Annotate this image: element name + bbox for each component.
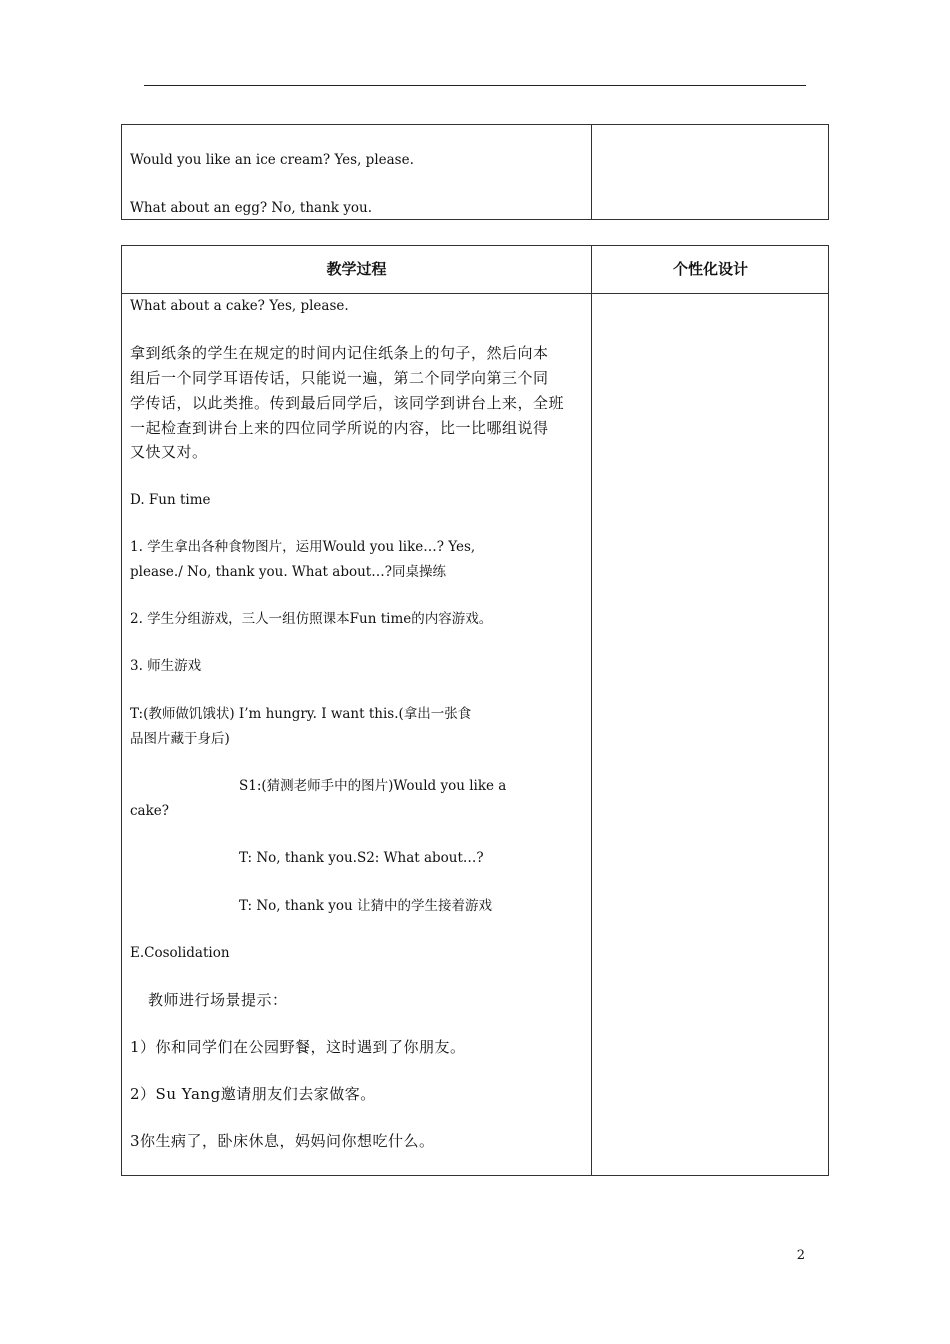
header-teaching-process: 教学过程 bbox=[326, 260, 387, 278]
content-line: 3你生病了，卧床休息，妈妈问你想吃什么。 bbox=[130, 1132, 435, 1150]
section-heading: E.Cosolidation bbox=[130, 945, 230, 961]
content-line: 3. 师生游戏 bbox=[130, 658, 202, 674]
content-line: T: No, thank you 让猜中的学生接着游戏 bbox=[239, 898, 492, 914]
content-line: cake? bbox=[130, 803, 170, 819]
continued-table bbox=[121, 124, 829, 220]
dialogue-line: What about an egg? No, thank you. bbox=[130, 200, 372, 216]
content-line: 1）你和同学们在公园野餐，这时遇到了你朋友。 bbox=[130, 1038, 466, 1056]
content-line: What about a cake? Yes, please. bbox=[130, 298, 349, 314]
content-line: 又快又对。 bbox=[130, 443, 208, 461]
content-line: T:(教师做饥饿状) I’m hungry. I want this.(拿出一张食 bbox=[130, 706, 472, 722]
content-line: 学传话，以此类推。传到最后同学后，该同学到讲台上来，全班 bbox=[130, 394, 565, 412]
section-heading: D. Fun time bbox=[130, 492, 211, 508]
content-line: 一起检查到讲台上来的四位同学所说的内容，比一比哪组说得 bbox=[130, 419, 549, 437]
header-personalized-design: 个性化设计 bbox=[672, 260, 748, 278]
content-line: 组后一个同学耳语传话，只能说一遍，第二个同学向第三个同 bbox=[130, 369, 549, 387]
content-line: T: No, thank you.S2: What about…? bbox=[239, 850, 484, 866]
table-header-row bbox=[122, 246, 828, 294]
content-line: S1:(猜测老师手中的图片)Would you like a bbox=[239, 778, 507, 794]
page-number: 2 bbox=[796, 1248, 805, 1263]
content-line: 2）Su Yang邀请朋友们去家做客。 bbox=[130, 1085, 376, 1103]
lesson-table bbox=[121, 245, 829, 1176]
dialogue-line: Would you like an ice cream? Yes, please. bbox=[130, 152, 414, 168]
content-line: 1. 学生拿出各种食物图片，运用Would you like…? Yes, bbox=[130, 539, 476, 555]
header-rule bbox=[144, 85, 806, 86]
content-line: 教师进行场景提示： bbox=[148, 991, 288, 1009]
content-line: 品图片藏于身后) bbox=[130, 731, 230, 747]
column-divider bbox=[591, 246, 592, 1175]
content-line: 2. 学生分组游戏，三人一组仿照课本Fun time的内容游戏。 bbox=[130, 611, 493, 627]
content-line: 拿到纸条的学生在规定的时间内记住纸条上的句子，然后向本 bbox=[130, 344, 549, 362]
column-divider bbox=[591, 125, 592, 219]
content-line: please./ No, thank you. What about…?同桌操练 bbox=[130, 564, 446, 580]
